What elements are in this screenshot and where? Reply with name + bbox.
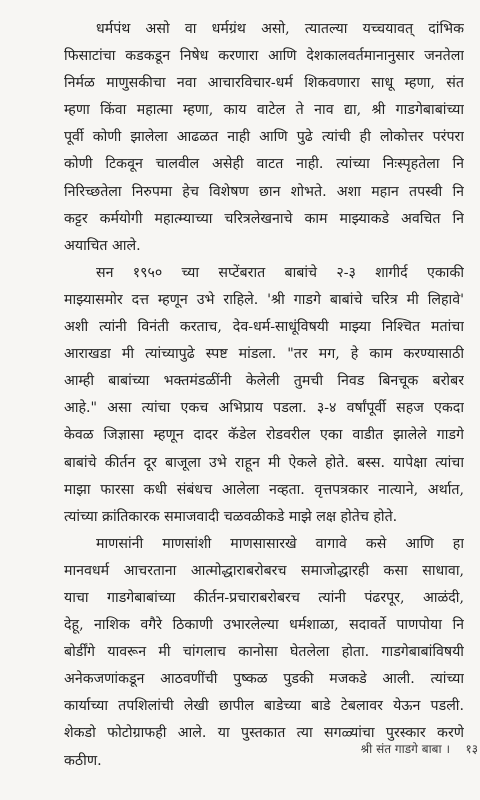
text-line: कोणी टिकवून चालवील असेही वाटत नाही. त्यांच्या निःस्पृहतेला नि bbox=[64, 156, 464, 173]
text-line: त्यांच्या क्रांतिकारक समाजवादी चळवळीकडे माझे लक्ष होतेच होते. bbox=[64, 508, 398, 525]
text-line: माझा फारसा कधी संबंधच आलेला नव्हता. वृत्तपत्रकार नात्याने, अर्थात, bbox=[64, 481, 464, 498]
paragraph-1 bbox=[64, 16, 464, 260]
text-line: कार्याच्या तपशिलांची लेखी छापील बाडेच्या बाडे टेबलावर येऊन पडली. bbox=[64, 698, 464, 715]
text-line: शेकडो फोटोग्राफही आले. या पुस्तकात त्या सगळ्यांचा पुरस्कार करणे bbox=[64, 725, 464, 742]
running-title: श्री संत गाडगे बाबा । bbox=[360, 742, 450, 756]
text-line: बाबांचे कीर्तन दूर बाजूला उभे राहून मी ऐकले होते. बस्स. यापेक्षा त्यांचा bbox=[64, 454, 464, 471]
text-line: म्हणा किंवा महात्मा म्हणा, काय वाटेल ते नाव द्या, श्री गाडगेबाबांच्या bbox=[64, 102, 464, 119]
text-line: अयाचित आले. bbox=[64, 237, 141, 254]
text-line: निरिच्छतेला निरुपमा हेच विशेषण छान शोभते. अशा महान तपस्वी नि bbox=[64, 183, 464, 200]
text-line: कट्टर कर्मयोगी महात्म्याच्या चरित्रलेखनाचे काम माझ्याकडे अवचित नि bbox=[64, 210, 464, 227]
text-line: आम्ही बाबांच्या भक्तमंडळींनी केलेली तुमची निवड बिनचूक बरोबर bbox=[64, 373, 464, 390]
text-line: अनेकजणांकडून आठवणींची पुष्कळ पुडकी मजकडे आली. त्यांच्या bbox=[64, 671, 464, 688]
text-line: बोर्डींगे यावरून मी चांगलाच कानोसा घेतलेला होता. गाडगेबाबांविषयी bbox=[64, 644, 464, 661]
page-number: १३ bbox=[465, 742, 478, 756]
page-footer bbox=[0, 735, 480, 763]
text-line: सन १९५० च्या सप्टेंबरात बाबांचे २-३ शागीर्द एकाकी bbox=[96, 264, 464, 281]
body-text bbox=[64, 16, 464, 775]
text-line: देहू, नाशिक वगैरे ठिकाणी उभारलेल्या धर्मशाळा, सदावर्ते पाणपोया नि bbox=[64, 617, 464, 634]
text-line: कठीण. bbox=[64, 752, 102, 769]
text-line: पूर्वी कोणी झालेला आढळत नाही आणि पुढे त्यांची ही लोकोत्तर परंपरा bbox=[64, 129, 464, 146]
text-line: निर्मळ माणुसकीचा नवा आचारविचार-धर्म शिकवणारा साधू म्हणा, संत bbox=[64, 75, 464, 92]
text-line: केवळ जिज्ञासा म्हणून दादर कॅडेल रोडवरील एका वाडीत झालेले गाडगे bbox=[64, 427, 464, 444]
paragraph-2 bbox=[64, 260, 464, 531]
text-line: फिसाटांचा कडकडून निषेध करणारा आणि देशकालवर्तमानानुसार जनतेला bbox=[64, 48, 464, 65]
text-line: याचा गाडगेबाबांच्या कीर्तन-प्रचाराबरोबरच त्यांनी पंढरपूर, आळंदी, bbox=[64, 589, 464, 606]
text-line: मानवधर्म आचरताना आत्मोद्धाराबरोबरच समाजोद्धारही कसा साधावा, bbox=[64, 562, 464, 579]
text-line: अशी त्यांनी विनंती करताच, देव-धर्म-साधूंविषयी माझ्या निश्चित मतांचा bbox=[64, 319, 464, 336]
text-line: माणसांनी माणसांशी माणसासारखे वागावे कसे आणि हा bbox=[96, 535, 464, 552]
text-line: माझ्यासमोर दत्त म्हणून उभे राहिले. 'श्री गाडगे बाबांचे चरित्र मी लिहावे' bbox=[64, 291, 464, 308]
text-line: धर्मपंथ असो वा धर्मग्रंथ असो, त्यातल्या यच्चयावत् दांभिक bbox=[96, 21, 464, 37]
text-line: आहे." असा त्यांचा एकच अभिप्राय पडला. ३-४ वर्षांपूर्वी सहज एकदा bbox=[64, 400, 464, 417]
text-line: आराखडा मी त्यांच्यापुढे स्पष्ट मांडला. "तर मग, हे काम करण्यासाठी bbox=[64, 346, 464, 363]
